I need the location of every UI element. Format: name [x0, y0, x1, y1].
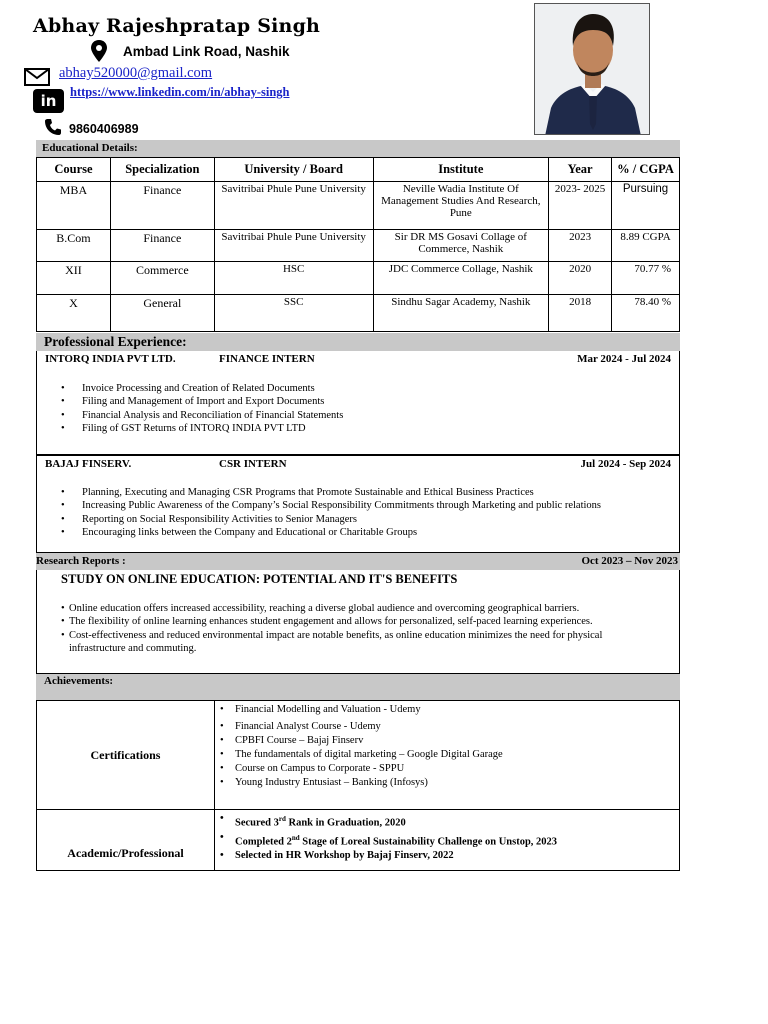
job-period: Jul 2024 - Sep 2024: [580, 458, 671, 470]
list-item: • Financial Modelling and Valuation - Udemy: [215, 703, 679, 717]
list-item: • CPBFI Course – Bajaj Finserv: [215, 734, 679, 748]
phone-icon: [44, 118, 62, 136]
table-cell: Commerce: [110, 262, 214, 295]
research-section-title: Research Reports :: [36, 555, 126, 567]
education-section-title: Educational Details:: [36, 140, 680, 157]
list-item: • Young Industry Entusiast – Banking (Infosys): [215, 776, 679, 790]
table-cell: SSC: [214, 295, 373, 332]
profile-photo: [534, 3, 650, 135]
envelope-icon: [24, 68, 50, 86]
table-cell: 70.77 %: [612, 262, 680, 295]
research-period: Oct 2023 – Nov 2023: [581, 555, 678, 567]
location-pin-icon: [90, 40, 108, 62]
table-cell: HSC: [214, 262, 373, 295]
table-cell: 2020: [549, 262, 612, 295]
table-cell: X: [37, 295, 111, 332]
table-cell: Sir DR MS Gosavi Collage of Commerce, Nashik: [373, 230, 549, 262]
column-header: Year: [549, 158, 612, 182]
company-name: INTORQ INDIA PVT LTD.: [45, 353, 176, 365]
list-item: • Secured 3rd Rank in Graduation, 2020: [215, 812, 679, 831]
list-item: • Encouraging links between the Company and Educational or Charitable Groups: [37, 526, 679, 539]
list-item: • Cost-effectiveness and reduced environmental impact are notable benefits, as online education minimizes the need for physical infrastructure and commuting.: [37, 629, 679, 656]
list-item: • Increasing Public Awareness of the Company’s Social Responsibility Commitments through Marketing and public relations: [37, 499, 679, 512]
list-item: • Invoice Processing and Creation of Related Documents: [37, 382, 679, 395]
experience-entry: [36, 455, 680, 553]
research-section-bar: [36, 553, 680, 570]
linkedin-icon: in: [33, 89, 64, 113]
email-link[interactable]: abhay520000@gmail.com: [59, 65, 213, 81]
list-item: • Financial Analyst Course - Udemy: [215, 720, 679, 734]
list-item: • Planning, Executing and Managing CSR Programs that Promote Sustainable and Ethical Business Practices: [37, 486, 679, 499]
academic-label: Academic/Professional: [37, 810, 215, 871]
candidate-name: Abhay Rajeshpratap Singh: [33, 15, 321, 37]
job-role: FINANCE INTERN: [219, 353, 315, 365]
company-name: BAJAJ FINSERV.: [45, 458, 132, 470]
list-item: • Filing of GST Returns of INTORQ INDIA PVT LTD: [37, 422, 679, 435]
table-header-row: [37, 158, 680, 182]
column-header: Institute: [373, 158, 549, 182]
certifications-label: Certifications: [37, 701, 215, 810]
research-heading: STUDY ON ONLINE EDUCATION: POTENTIAL AND IT'S BENEFITS: [61, 572, 458, 586]
list-item: • Completed 2nd Stage of Loreal Sustainability Challenge on Unstop, 2023: [215, 831, 679, 850]
table-cell: 2023: [549, 230, 612, 262]
table-row: [37, 701, 680, 810]
column-header: % / CGPA: [612, 158, 680, 182]
table-cell: Finance: [110, 230, 214, 262]
list-item: • The flexibility of online learning enhances student engagement and allows for personalized, self-paced learning experiences.: [37, 615, 679, 628]
list-item: • Selected in HR Workshop by Bajaj Finserv, 2022: [215, 849, 679, 863]
table-row: [37, 230, 680, 262]
list-item: • Reporting on Social Responsibility Activities to Senior Managers: [37, 513, 679, 526]
address: Ambad Link Road, Nashik: [123, 44, 290, 59]
table-cell: 8.89 CGPA: [612, 230, 680, 262]
table-cell: Pursuing: [612, 182, 680, 230]
table-cell: Finance: [110, 182, 214, 230]
table-row: [37, 810, 680, 871]
achievements-section-title: Achievements:: [36, 674, 680, 700]
column-header: Specialization: [110, 158, 214, 182]
research-box: [36, 570, 680, 674]
table-cell: B.Com: [37, 230, 111, 262]
table-row: [37, 182, 680, 230]
education-table: [36, 157, 680, 332]
table-cell: XII: [37, 262, 111, 295]
table-cell: Savitribai Phule Pune University: [214, 230, 373, 262]
phone-number: 9860406989: [69, 122, 139, 136]
experience-entry: [36, 351, 680, 455]
table-cell: 78.40 %: [612, 295, 680, 332]
table-cell: Neville Wadia Institute Of Management Studies And Research, Pune: [373, 182, 549, 230]
achievements-table: [36, 700, 680, 871]
column-header: Course: [37, 158, 111, 182]
list-item: • Course on Campus to Corporate - SPPU: [215, 762, 679, 776]
table-cell: General: [110, 295, 214, 332]
table-cell: Sindhu Sagar Academy, Nashik: [373, 295, 549, 332]
list-item: • Filing and Management of Import and Export Documents: [37, 395, 679, 408]
column-header: University / Board: [214, 158, 373, 182]
linkedin-link[interactable]: https://www.linkedin.com/in/abhay-singh: [70, 85, 290, 99]
list-item: • The fundamentals of digital marketing – Google Digital Garage: [215, 748, 679, 762]
table-row: [37, 262, 680, 295]
table-cell: 2018: [549, 295, 612, 332]
table-cell: JDC Commerce Collage, Nashik: [373, 262, 549, 295]
job-role: CSR INTERN: [219, 458, 287, 470]
job-period: Mar 2024 - Jul 2024: [577, 353, 671, 365]
table-cell: Savitribai Phule Pune University: [214, 182, 373, 230]
table-row: [37, 295, 680, 332]
table-cell: MBA: [37, 182, 111, 230]
list-item: • Online education offers increased accessibility, reaching a diverse global audience and overcoming geographical barriers.: [37, 602, 679, 615]
experience-section-title: Professional Experience:: [36, 333, 680, 351]
list-item: • Financial Analysis and Reconciliation of Financial Statements: [37, 409, 679, 422]
table-cell: 2023- 2025: [549, 182, 612, 230]
